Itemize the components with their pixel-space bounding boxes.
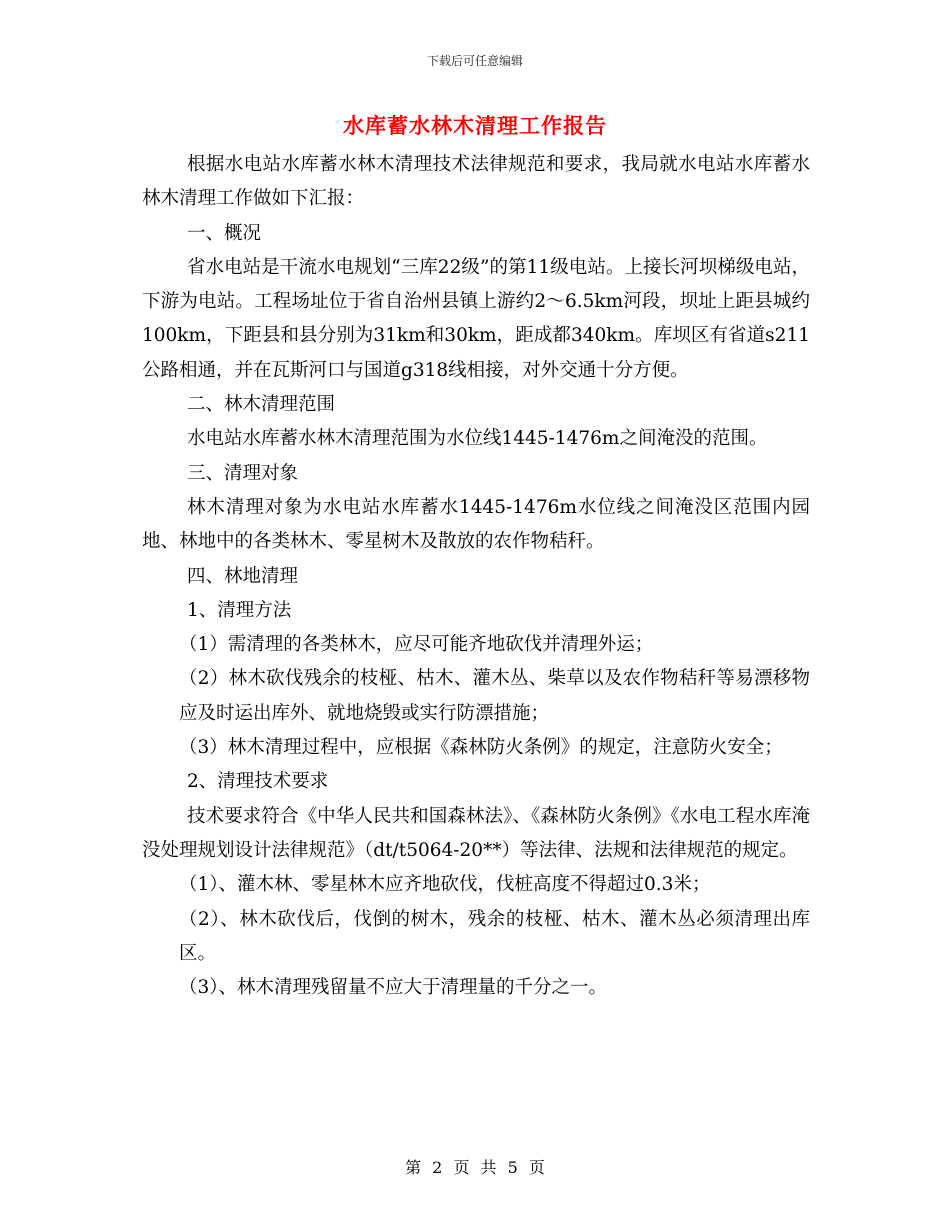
subheading-requirements: 2、清理技术要求 bbox=[187, 771, 329, 793]
paragraph-overview: 省水电站是干流水电规划“三库22级”的第11级电站。上接长河坝梯级电站，下游为电站。工程场址位于省自治州县镇上游约2～6.5km河段，坝址上距县城约100km，下距县和县分别为31km和30km，距成都340km。库坝区有省道s211公路相通，并在瓦斯河口与国道g318线相接，对外交通十分方便。 bbox=[142, 256, 810, 381]
list-item-method-2: （2）林木砍伐残余的枝桠、枯木、灌木丛、柴草以及农作物秸秆等易漂移物应及时运出库外、就地烧毁或实行防漂措施； bbox=[179, 668, 810, 724]
heading-forest-clearing: 四、林地清理 bbox=[187, 565, 299, 587]
header-note: 下载后可任意编辑 bbox=[426, 54, 523, 68]
page-number: 第 2 页 共 5 页 bbox=[405, 1158, 545, 1177]
subheading-method: 1、清理方法 bbox=[187, 599, 292, 621]
list-item-requirement-2: （2）、林木砍伐后，伐倒的树木，残余的枝桠、枯木、灌木丛必须清理出库区。 bbox=[179, 908, 810, 964]
list-item-requirement-1: （1）、灌木林、零星林木应齐地砍伐，伐桩高度不得超过0.3米； bbox=[179, 874, 711, 896]
paragraph-objects: 林木清理对象为水电站水库蓄水1445-1476m水位线之间淹没区范围内园地、林地中的各类林木、零星树木及散放的农作物秸秆。 bbox=[142, 496, 810, 553]
list-item-method-3: （3）林木清理过程中，应根据《森林防火条例》的规定，注意防火安全； bbox=[179, 737, 783, 759]
paragraph-intro: 根据水电站水库蓄水林木清理技术法律规范和要求，我局就水电站水库蓄水林木清理工作做如下汇报： bbox=[142, 154, 810, 210]
list-item-requirement-3: （3）、林木清理残留量不应大于清理量的千分之一。 bbox=[179, 977, 608, 999]
list-item-method-1: （1）需清理的各类林木，应尽可能齐地砍伐并清理外运； bbox=[179, 634, 654, 656]
document-title: 水库蓄水林木清理工作报告 bbox=[343, 113, 607, 138]
heading-overview: 一、概况 bbox=[187, 222, 262, 244]
heading-objects: 三、清理对象 bbox=[187, 462, 299, 484]
document-body bbox=[142, 148, 810, 1005]
heading-scope: 二、林木清理范围 bbox=[187, 394, 336, 416]
paragraph-scope: 水电站水库蓄水林木清理范围为水位线1445-1476m之间淹没的范围。 bbox=[187, 428, 768, 450]
paragraph-requirements: 技术要求符合《中华人民共和国森林法》、《森林防火条例》《水电工程水库淹没处理规划设计法律规范》（dt/t5064-20**）等法律、法规和法律规范的规定。 bbox=[142, 805, 810, 861]
